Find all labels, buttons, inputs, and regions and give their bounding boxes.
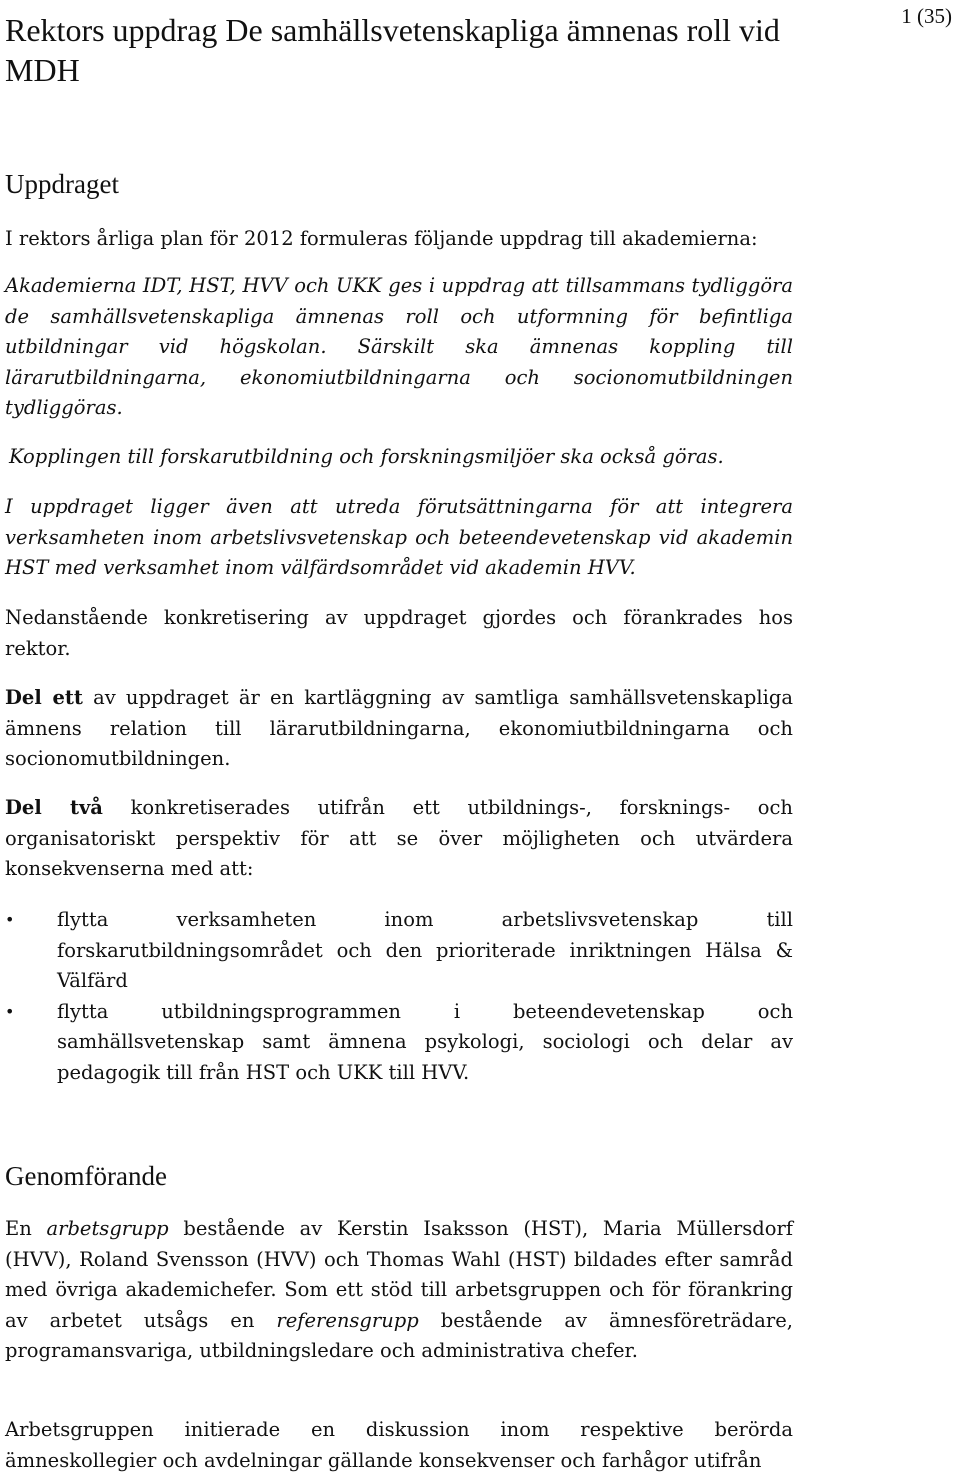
research-link-paragraph: Kopplingen till forskarutbildning och forskningsmiljöer ska också göras. [9, 445, 724, 468]
investigation-paragraph: I uppdraget ligger även att utreda förutsättningarna för att integrera verksamheten inom arbetslivsvetenskap och beteendevetenskap vid akademin HST med verksamhet inom välfärdsområdet vid akademin HVV. [5, 495, 793, 579]
heading-uppdraget: Uppdraget [5, 169, 119, 199]
intro-paragraph: I rektors årliga plan för 2012 formuleras följande uppdrag till akademierna: [5, 227, 758, 250]
bullet-icon: • [5, 910, 15, 929]
workgroup-term: arbetsgrupp [46, 1217, 169, 1240]
document-title: Rektors uppdrag De samhällsvetenskapliga ämnenas roll vid MDH [5, 12, 780, 88]
discussion-paragraph: Arbetsgruppen initierade en diskussion inom respektive berörda ämneskollegier och avdelningar gällande konsekvenser och farhågor utifrån [5, 1418, 793, 1472]
part-one-paragraph [5, 683, 793, 775]
page-number: 1 (35) [901, 4, 952, 28]
part-one-text: av uppdraget är en kartläggning av samtliga samhällsvetenskapliga ämnens relation till lärarutbildningarna, ekonomiutbildningarna och socionomutbildningen. [5, 686, 793, 770]
heading-genomforande: Genomförande [5, 1161, 167, 1191]
part-two-label: Del två [5, 796, 103, 819]
bullet-icon: • [5, 1001, 15, 1021]
bullet-text: flytta verksamheten inom arbetslivsvetenskap till forskarutbildningsområdet och den prioriterade inriktningen Hälsa & Välfärd [57, 908, 793, 992]
bullet-text: flytta utbildningsprogrammen i beteendevetenskap och samhällsvetenskap samt ämnena psykologi, sociologi och delar av pedagogik till från HST och UKK till HVV. [57, 999, 793, 1084]
list-item [5, 905, 793, 997]
referencegroup-term: referensgrupp [276, 1308, 419, 1332]
workgroup-paragraph [5, 1214, 793, 1367]
concretization-paragraph: Nedanstående konkretisering av uppdraget gjordes och förankrades hos rektor. [5, 606, 793, 660]
list-item [5, 997, 793, 1089]
part-one-label: Del ett [5, 686, 83, 709]
text-fragment: bestående av Kerstin Isaksson (HST), Maria Müllersdorf (HVV), Roland Svensson (HVV) och Thomas Wahl (HST) bildades efter samråd med övriga akademichefer. Som ett stöd till arbetsgruppen och för förankring av arbetet utsågs en [5, 1217, 793, 1332]
bullet-list [5, 905, 793, 1088]
part-two-paragraph [5, 793, 793, 885]
text-fragment: En [5, 1217, 47, 1240]
text-fragment: bestående av ämnesföreträdare, programansvariga, utbildningsledare och administrativa chefer. [5, 1308, 793, 1362]
part-two-text: konkretiserades utifrån ett utbildnings-, forsknings- och organisatoriskt perspektiv för att se över möjligheten och utvärdera konsekvenserna med att: [5, 796, 793, 880]
assignment-paragraph: Akademierna IDT, HST, HVV och UKK ges i uppdrag att tillsammans tydliggöra de samhällsvetenskapliga ämnenas roll och utformning för befintliga utbildningar vid högskolan. Särskilt ska ämnenas koppling till lärarutbildningarna, ekonomiutbildningarna och socionomutbildningen tydliggöras. [5, 274, 793, 419]
